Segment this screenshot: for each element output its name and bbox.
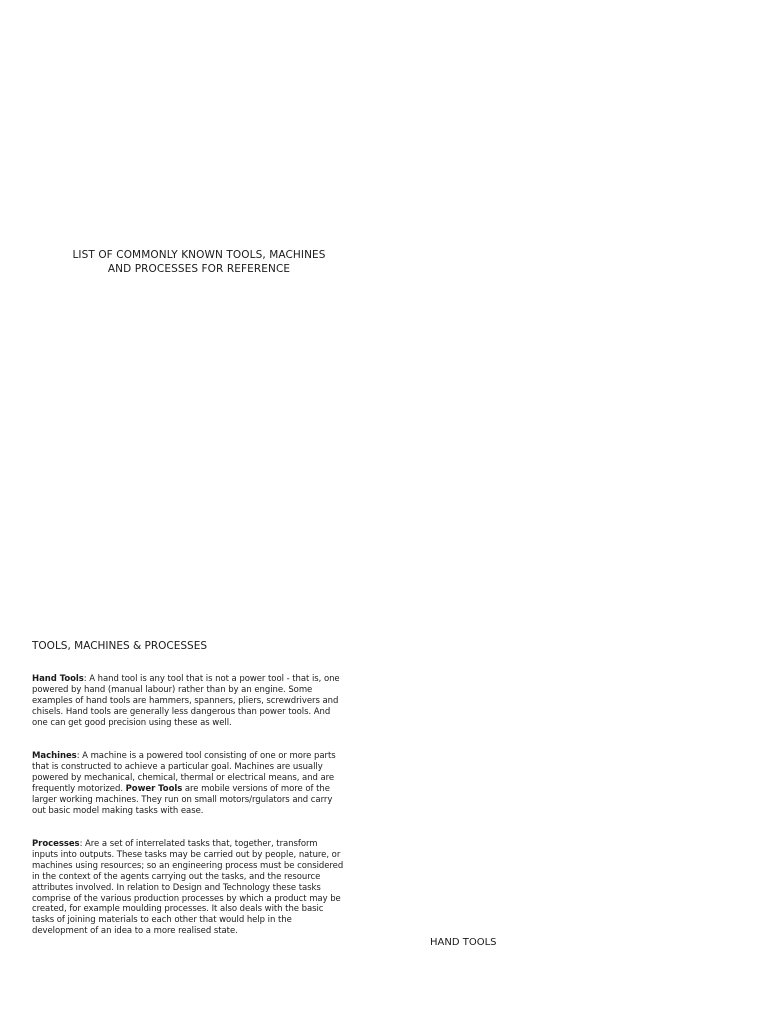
machines-paragraph [32, 751, 344, 816]
document-title [60, 249, 338, 276]
hand-tools-term: Hand Tools [32, 674, 84, 684]
document-title-line-2: AND PROCESSES FOR REFERENCE [107, 262, 291, 275]
power-tools-text: are mobile versions of more of the larger working machines. They run on small motors/rgulators and carry out basic model making tasks with ease. [32, 783, 333, 816]
document-title-line-1: LIST OF COMMONLY KNOWN TOOLS, MACHINES [72, 249, 326, 261]
machines-text: : A machine is a powered tool consisting of one or more parts that is constructed to achieve a particular goal. Machines are usually powered by mechanical, chemical, thermal or electrical means, and are frequently motorized. [32, 751, 336, 794]
hand-tools-text: : A hand tool is any tool that is not a power tool - that is, one powered by hand (manual labour) rather than by an engine. Some examples of hand tools are hammers, spanners, pliers, screwdrivers and chisels. Hand tools are generally less dangerous than power tools. And one can get good precision using these as well. [32, 674, 340, 728]
section-heading: TOOLS, MACHINES & PROCESSES [32, 640, 208, 652]
processes-text: : Are a set of interrelated tasks that, together, transform inputs into outputs. These tasks may be carried out by people, nature, or machines using resources; so an engineering process must be considered in the context of the agents carrying out the tasks, and the resource attributes involved. In relation to Design and Technology these tasks comprise of the various production processes by which a product may be created, for example moulding processes. It also deals with the basic tasks of joining materials to each other that would help in the development of an idea to a more realised state. [32, 839, 344, 937]
hand-tools-paragraph [32, 674, 344, 729]
processes-paragraph [32, 839, 344, 937]
hand-tools-heading: HAND TOOLS [430, 937, 497, 948]
machines-term: Machines [32, 751, 77, 761]
power-tools-term: Power Tools [125, 783, 183, 794]
processes-term: Processes [32, 839, 80, 849]
